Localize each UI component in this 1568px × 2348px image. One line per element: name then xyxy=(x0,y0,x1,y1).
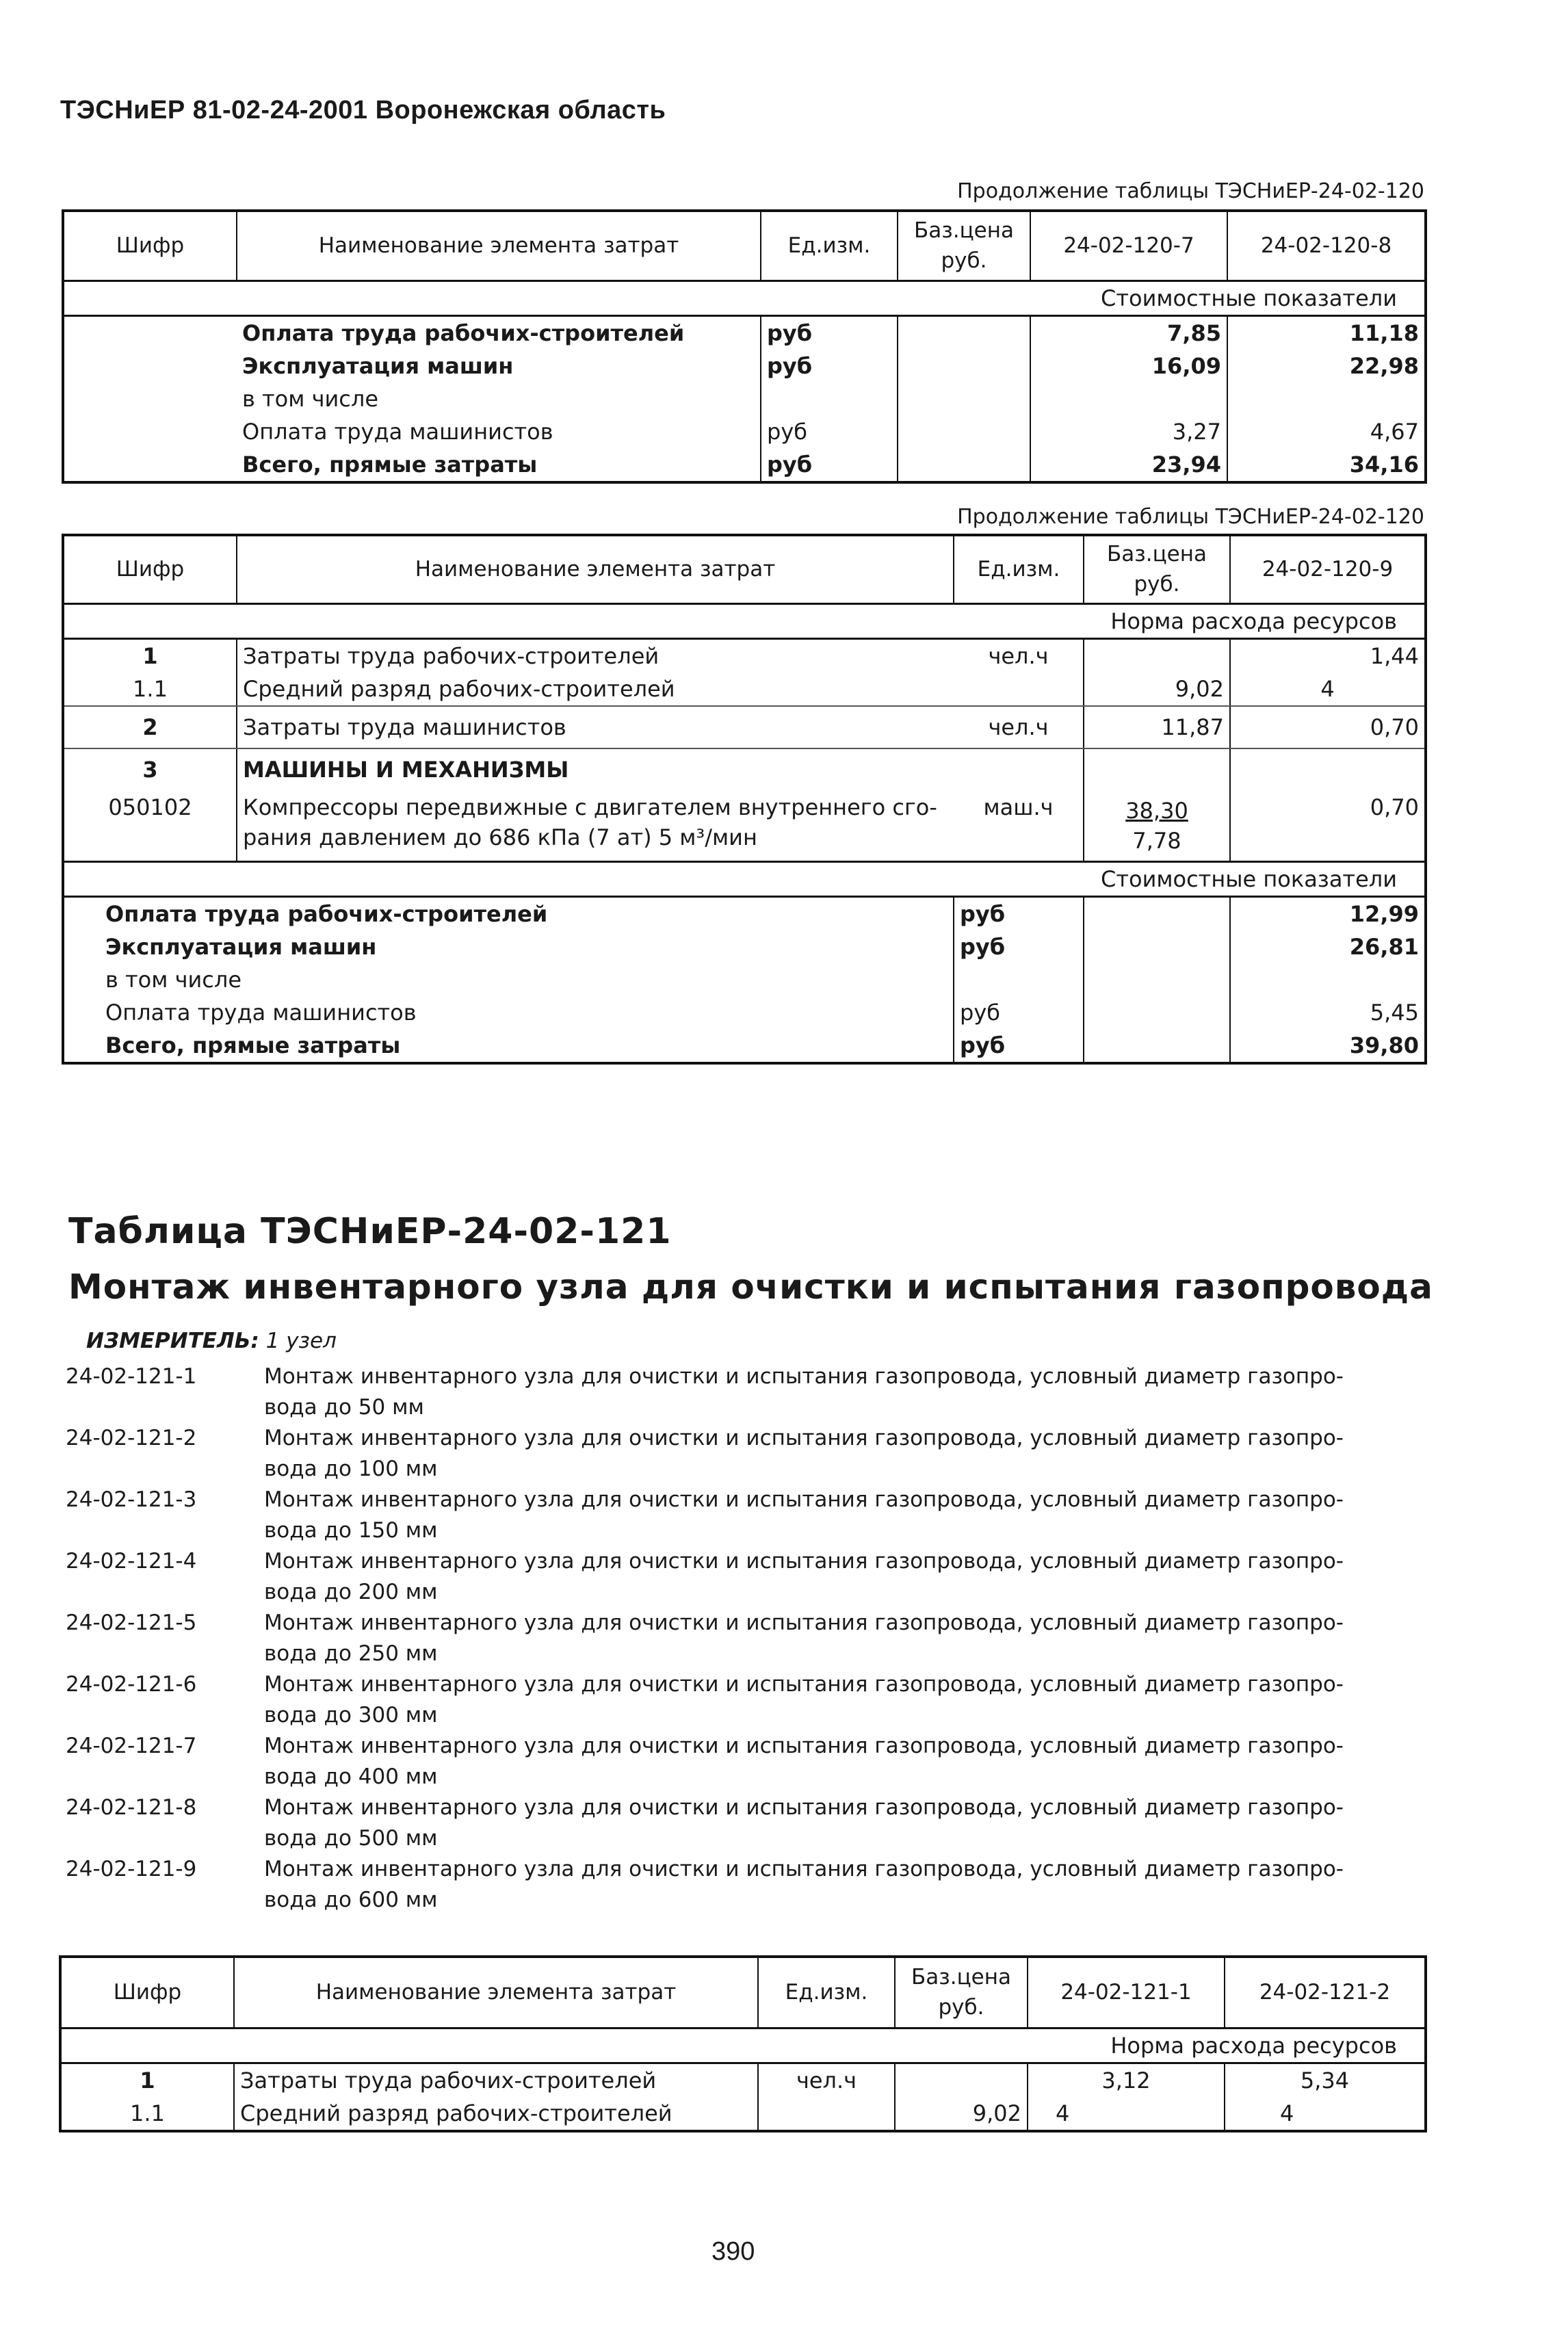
table1-caption: Продолжение таблицы ТЭСНиЕР-24-02-120 xyxy=(957,179,1424,203)
row-value: 11,18 xyxy=(1227,315,1426,350)
row-name: Эксплуатация машин xyxy=(105,933,377,960)
row-name-line1: Компрессоры передвижные с двигателем внутреннего сго- xyxy=(243,794,937,820)
row-unit: маш.ч xyxy=(954,791,1084,862)
list-item xyxy=(66,1361,1427,1423)
col-header-unit: Ед.изм. xyxy=(954,535,1084,603)
row-value: 39,80 xyxy=(1230,1029,1426,1063)
item-code: 24-02-121-7 xyxy=(66,1734,197,1758)
row-value: 3,12 xyxy=(1028,2063,1225,2097)
section-label: Норма расхода ресурсов xyxy=(63,603,1426,638)
list-item xyxy=(66,1423,1427,1485)
table-row xyxy=(63,350,1426,382)
row-value: 26,81 xyxy=(1230,930,1426,963)
row-name: в том числе xyxy=(105,966,241,993)
section-label: Норма расхода ресурсов xyxy=(60,2028,1426,2063)
row-value: 3,27 xyxy=(1030,415,1227,448)
item-code: 24-02-121-1 xyxy=(66,1364,197,1389)
row-value: 16,09 xyxy=(1030,350,1227,382)
table-row xyxy=(63,448,1426,482)
row-unit: руб xyxy=(761,315,898,350)
row-value: 7,85 xyxy=(1030,315,1227,350)
table-row xyxy=(63,315,1426,350)
row-code: 1.1 xyxy=(63,673,237,706)
row-price: 9,02 xyxy=(1084,673,1230,706)
list-item xyxy=(66,1669,1427,1731)
col-header-base-price: Баз.цена руб. xyxy=(1084,535,1230,603)
row-unit xyxy=(954,673,1084,706)
row-unit: чел.ч xyxy=(954,706,1084,748)
col-header-120-7: 24-02-120-7 xyxy=(1030,211,1227,281)
table2 xyxy=(62,534,1427,1065)
row-name: Затраты труда рабочих-строителей xyxy=(234,2063,758,2097)
row-unit: руб xyxy=(954,896,1084,930)
table1 xyxy=(62,209,1427,484)
row-name: Затраты труда рабочих-строителей xyxy=(237,638,954,673)
row-value: 23,94 xyxy=(1030,448,1227,482)
row-code: 1.1 xyxy=(130,2100,165,2126)
item-desc-line2: вода до 400 мм xyxy=(264,1764,438,1789)
row-code: 3 xyxy=(142,757,158,783)
table-row xyxy=(60,2063,1426,2097)
row-name: Затраты труда машинистов xyxy=(237,706,954,748)
row-unit: руб xyxy=(761,350,898,382)
row-value: 34,16 xyxy=(1227,448,1426,482)
row-unit: руб xyxy=(761,415,898,448)
row-value: 4 xyxy=(1028,2097,1225,2131)
col-header-name: Наименование элемента затрат xyxy=(237,211,761,281)
measure-value: 1 узел xyxy=(265,1329,337,1353)
row-price xyxy=(1084,638,1230,673)
row-name: Средний разряд рабочих-строителей xyxy=(234,2097,758,2131)
item-desc-line1: Монтаж инвентарного узла для очистки и испытания газопровода, условный диаметр газопро- xyxy=(264,1857,1344,1881)
list-item xyxy=(66,1854,1427,1916)
item-code: 24-02-121-9 xyxy=(66,1857,197,1881)
item-desc-line1: Монтаж инвентарного узла для очистки и испытания газопровода, условный диаметр газопро- xyxy=(264,1610,1344,1635)
row-price xyxy=(895,2063,1028,2097)
table-row xyxy=(63,638,1426,673)
row-name: Оплата труда рабочих-строителей xyxy=(242,319,685,346)
row-value: 5,45 xyxy=(1230,996,1426,1029)
item-list xyxy=(66,1361,1427,1916)
row-name: Всего, прямые затраты xyxy=(242,451,538,478)
item-code: 24-02-121-6 xyxy=(66,1672,197,1697)
col-header-unit: Ед.изм. xyxy=(761,211,898,281)
section-label: Стоимостные показатели xyxy=(63,281,1426,315)
row-code: 2 xyxy=(63,706,237,748)
row-unit: руб xyxy=(954,930,1084,963)
col-header-code: Шифр xyxy=(60,1957,234,2028)
col-header-unit: Ед.изм. xyxy=(758,1957,895,2028)
row-value: 0,70 xyxy=(1230,706,1426,748)
row-name: Оплата труда машинистов xyxy=(105,999,417,1026)
row-value: 1,44 xyxy=(1230,638,1426,673)
row-name: Оплата труда рабочих-строителей xyxy=(105,900,548,927)
row-price-top: 38,30 xyxy=(1125,797,1188,824)
row-unit xyxy=(758,2097,895,2131)
row-value: 0,70 xyxy=(1230,791,1426,862)
row-name: Всего, прямые затраты xyxy=(105,1032,401,1058)
item-desc-line2: вода до 100 мм xyxy=(264,1457,438,1481)
row-name: Средний разряд рабочих-строителей xyxy=(237,673,954,706)
col-header-121-2: 24-02-121-2 xyxy=(1225,1957,1426,2028)
item-desc-line1: Монтаж инвентарного узла для очистки и испытания газопровода, условный диаметр газопро- xyxy=(264,1364,1344,1389)
list-item xyxy=(66,1792,1427,1854)
table-row xyxy=(63,963,1426,996)
table-row xyxy=(60,2097,1426,2131)
row-name: в том числе xyxy=(242,385,378,412)
table-row xyxy=(63,382,1426,415)
row-value: 5,34 xyxy=(1225,2063,1426,2097)
col-header-code: Шифр xyxy=(63,535,237,603)
item-desc-line2: вода до 300 мм xyxy=(264,1703,438,1727)
col-header-base-price: Баз.цена руб. xyxy=(898,211,1030,281)
row-unit: руб xyxy=(761,448,898,482)
item-code: 24-02-121-3 xyxy=(66,1487,197,1512)
item-desc-line1: Монтаж инвентарного узла для очистки и испытания газопровода, условный диаметр газопро- xyxy=(264,1795,1344,1820)
col-header-120-9: 24-02-120-9 xyxy=(1230,535,1426,603)
item-desc-line1: Монтаж инвентарного узла для очистки и испытания газопровода, условный диаметр газопро- xyxy=(264,1672,1344,1697)
item-code: 24-02-121-4 xyxy=(66,1549,197,1574)
row-code: 050102 xyxy=(63,791,237,862)
row-name-line2: рания давлением до 686 кПа (7 ат) 5 м³/мин xyxy=(243,824,757,850)
col-header-name: Наименование элемента затрат xyxy=(237,535,954,603)
col-header-120-8: 24-02-120-8 xyxy=(1227,211,1426,281)
row-value: 4,67 xyxy=(1227,415,1426,448)
table2-caption: Продолжение таблицы ТЭСНиЕР-24-02-120 xyxy=(957,505,1424,529)
item-code: 24-02-121-5 xyxy=(66,1610,197,1635)
col-header-name: Наименование элемента затрат xyxy=(234,1957,758,2028)
item-desc-line2: вода до 200 мм xyxy=(264,1580,438,1604)
row-price xyxy=(1084,791,1230,862)
table-row xyxy=(63,415,1426,448)
page-number: 390 xyxy=(711,2237,755,2266)
item-desc-line1: Монтаж инвентарного узла для очистки и испытания газопровода, условный диаметр газопро- xyxy=(264,1734,1344,1758)
row-unit: руб xyxy=(954,996,1084,1029)
table-row xyxy=(63,896,1426,930)
page-header: ТЭСНиЕР 81-02-24-2001 Воронежская область xyxy=(60,96,666,125)
list-item xyxy=(66,1608,1427,1669)
row-price-bottom: 7,78 xyxy=(1132,827,1181,854)
item-desc-line2: вода до 150 мм xyxy=(264,1518,438,1543)
row-value: 22,98 xyxy=(1227,350,1426,382)
measure xyxy=(86,1329,337,1353)
item-desc-line2: вода до 600 мм xyxy=(264,1888,438,1912)
table-row xyxy=(63,1029,1426,1063)
row-unit: чел.ч xyxy=(988,642,1049,669)
item-desc-line2: вода до 250 мм xyxy=(264,1641,438,1666)
list-item xyxy=(66,1546,1427,1608)
section-subtitle: Монтаж инвентарного узла для очистки и испытания газопровода xyxy=(68,1267,1433,1307)
item-code: 24-02-121-8 xyxy=(66,1795,197,1820)
row-price: 9,02 xyxy=(895,2097,1028,2131)
row-unit: чел.ч xyxy=(758,2063,895,2097)
row-name: Эксплуатация машин xyxy=(242,352,514,379)
item-desc-line2: вода до 500 мм xyxy=(264,1826,438,1851)
col-header-121-1: 24-02-121-1 xyxy=(1028,1957,1225,2028)
row-unit: руб xyxy=(954,1029,1084,1063)
item-desc-line1: Монтаж инвентарного узла для очистки и испытания газопровода, условный диаметр газопро- xyxy=(264,1549,1344,1574)
item-desc-line2: вода до 50 мм xyxy=(264,1395,424,1420)
row-name: МАШИНЫ И МЕХАНИЗМЫ xyxy=(237,748,954,791)
item-code: 24-02-121-2 xyxy=(66,1426,197,1450)
section-label: Стоимостные показатели xyxy=(63,861,1426,896)
row-value: 12,99 xyxy=(1230,896,1426,930)
row-price: 11,87 xyxy=(1084,706,1230,748)
row-value: 4 xyxy=(1225,2097,1426,2131)
item-desc-line1: Монтаж инвентарного узла для очистки и испытания газопровода, условный диаметр газопро- xyxy=(264,1487,1344,1512)
table-row xyxy=(63,930,1426,963)
table-row xyxy=(63,748,1426,791)
table-row xyxy=(63,673,1426,706)
row-code: 1 xyxy=(142,642,158,669)
row-name: Оплата труда машинистов xyxy=(242,418,553,445)
row-name xyxy=(237,791,954,862)
row-code: 1 xyxy=(140,2067,155,2093)
table-row xyxy=(63,706,1426,748)
table-row xyxy=(63,996,1426,1029)
row-value: 4 xyxy=(1230,673,1426,706)
list-item xyxy=(66,1731,1427,1792)
table-row xyxy=(63,791,1426,862)
item-desc-line1: Монтаж инвентарного узла для очистки и испытания газопровода, условный диаметр газопро- xyxy=(264,1426,1344,1450)
col-header-base-price: Баз.цена руб. xyxy=(895,1957,1028,2028)
measure-label: ИЗМЕРИТЕЛЬ: xyxy=(86,1329,259,1353)
col-header-code: Шифр xyxy=(63,211,237,281)
table3 xyxy=(59,1955,1427,2132)
list-item xyxy=(66,1485,1427,1546)
table-title: Таблица ТЭСНиЕР-24-02-121 xyxy=(68,1211,672,1252)
